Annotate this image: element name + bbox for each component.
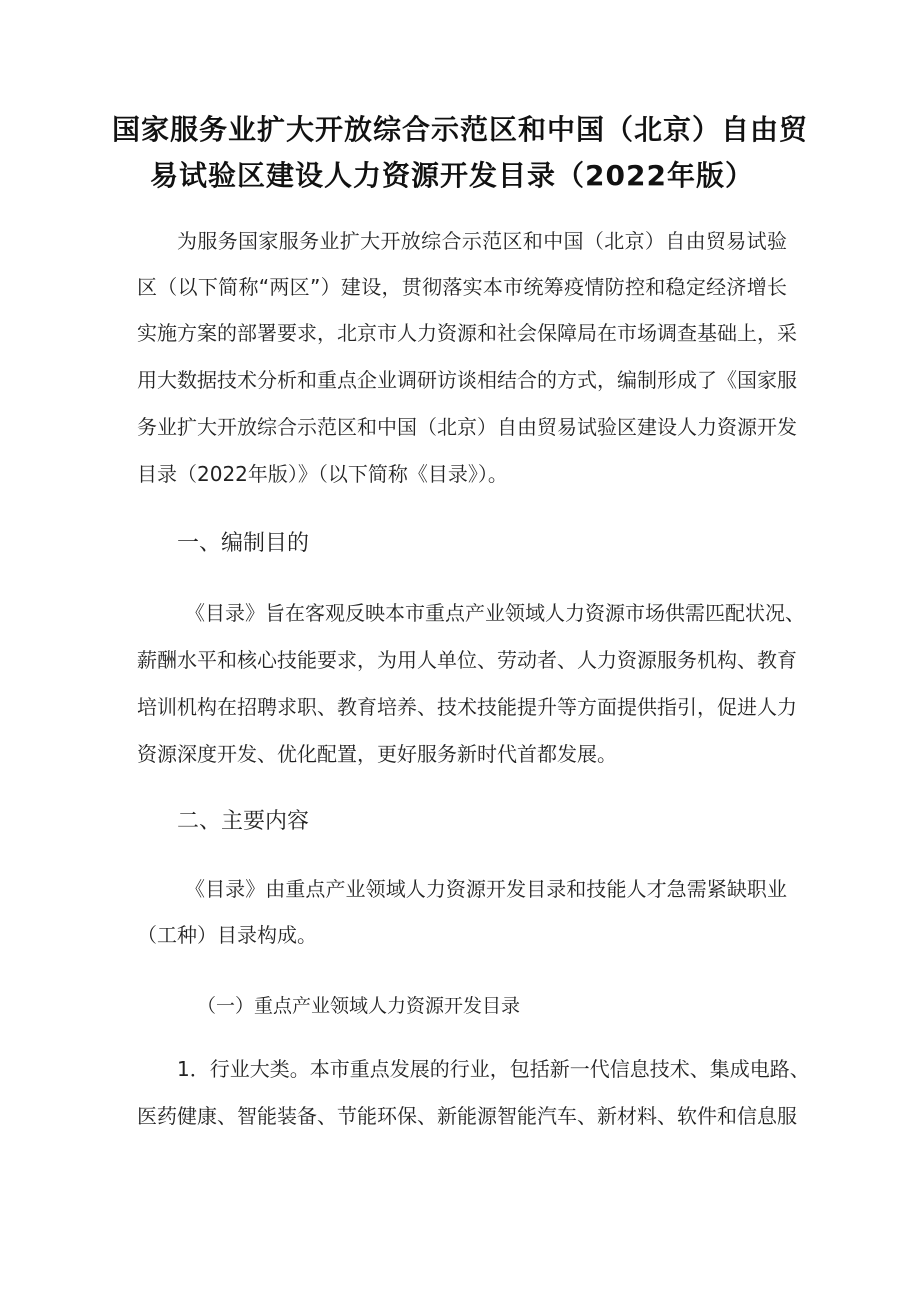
section-1-line-4: 资源深度开发、优化配置，更好服务新时代首都发展。 [137,742,617,766]
intro-line-2: 区（以下简称“两区”）建设，贯彻落实本市统筹疫情防控和稳定经济增长 [137,275,787,299]
document-title-line-2: 易试验区建设人力资源开发目录（2022年版） [150,159,754,192]
subsection-1-line-1: 1．行业大类。本市重点发展的行业，包括新一代信息技术、集成电路、 [177,1057,810,1081]
section-1-line-3: 培训机构在招聘求职、教育培养、技术技能提升等方面提供指引，促进人力 [137,695,797,719]
section-2-line-2: （工种）目录构成。 [137,923,317,947]
section-1-line-2: 薪酬水平和核心技能要求，为用人单位、劳动者、人力资源服务机构、教育 [137,648,797,672]
intro-line-1: 为服务国家服务业扩大开放综合示范区和中国（北京）自由贸易试验 [177,229,787,253]
subsection-1-line-2: 医药健康、智能装备、节能环保、新能源智能汽车、新材料、软件和信息服 [137,1104,797,1128]
section-1-line-1: 《目录》旨在客观反映本市重点产业领域人力资源市场供需匹配状况、 [185,601,805,625]
intro-line-6: 目录（2022年版）》（以下简称《目录》）。 [137,462,508,486]
intro-line-3: 实施方案的部署要求，北京市人力资源和社会保障局在市场调查基础上，采 [137,321,797,345]
subsection-1-heading: （一）重点产业领域人力资源开发目录 [197,995,521,1017]
section-1-heading: 一、编制目的 [177,531,310,556]
document-title-line-1: 国家服务业扩大开放综合示范区和中国（北京）自由贸 [111,113,808,146]
section-2-line-1: 《目录》由重点产业领域人力资源开发目录和技能人才急需紧缺职业 [185,877,787,901]
intro-line-5: 务业扩大开放综合示范区和中国（北京）自由贸易试验区建设人力资源开发 [137,415,797,439]
section-2-heading: 二、主要内容 [177,809,310,834]
intro-line-4: 用大数据技术分析和重点企业调研访谈相结合的方式，编制形成了《国家服 [137,368,797,392]
